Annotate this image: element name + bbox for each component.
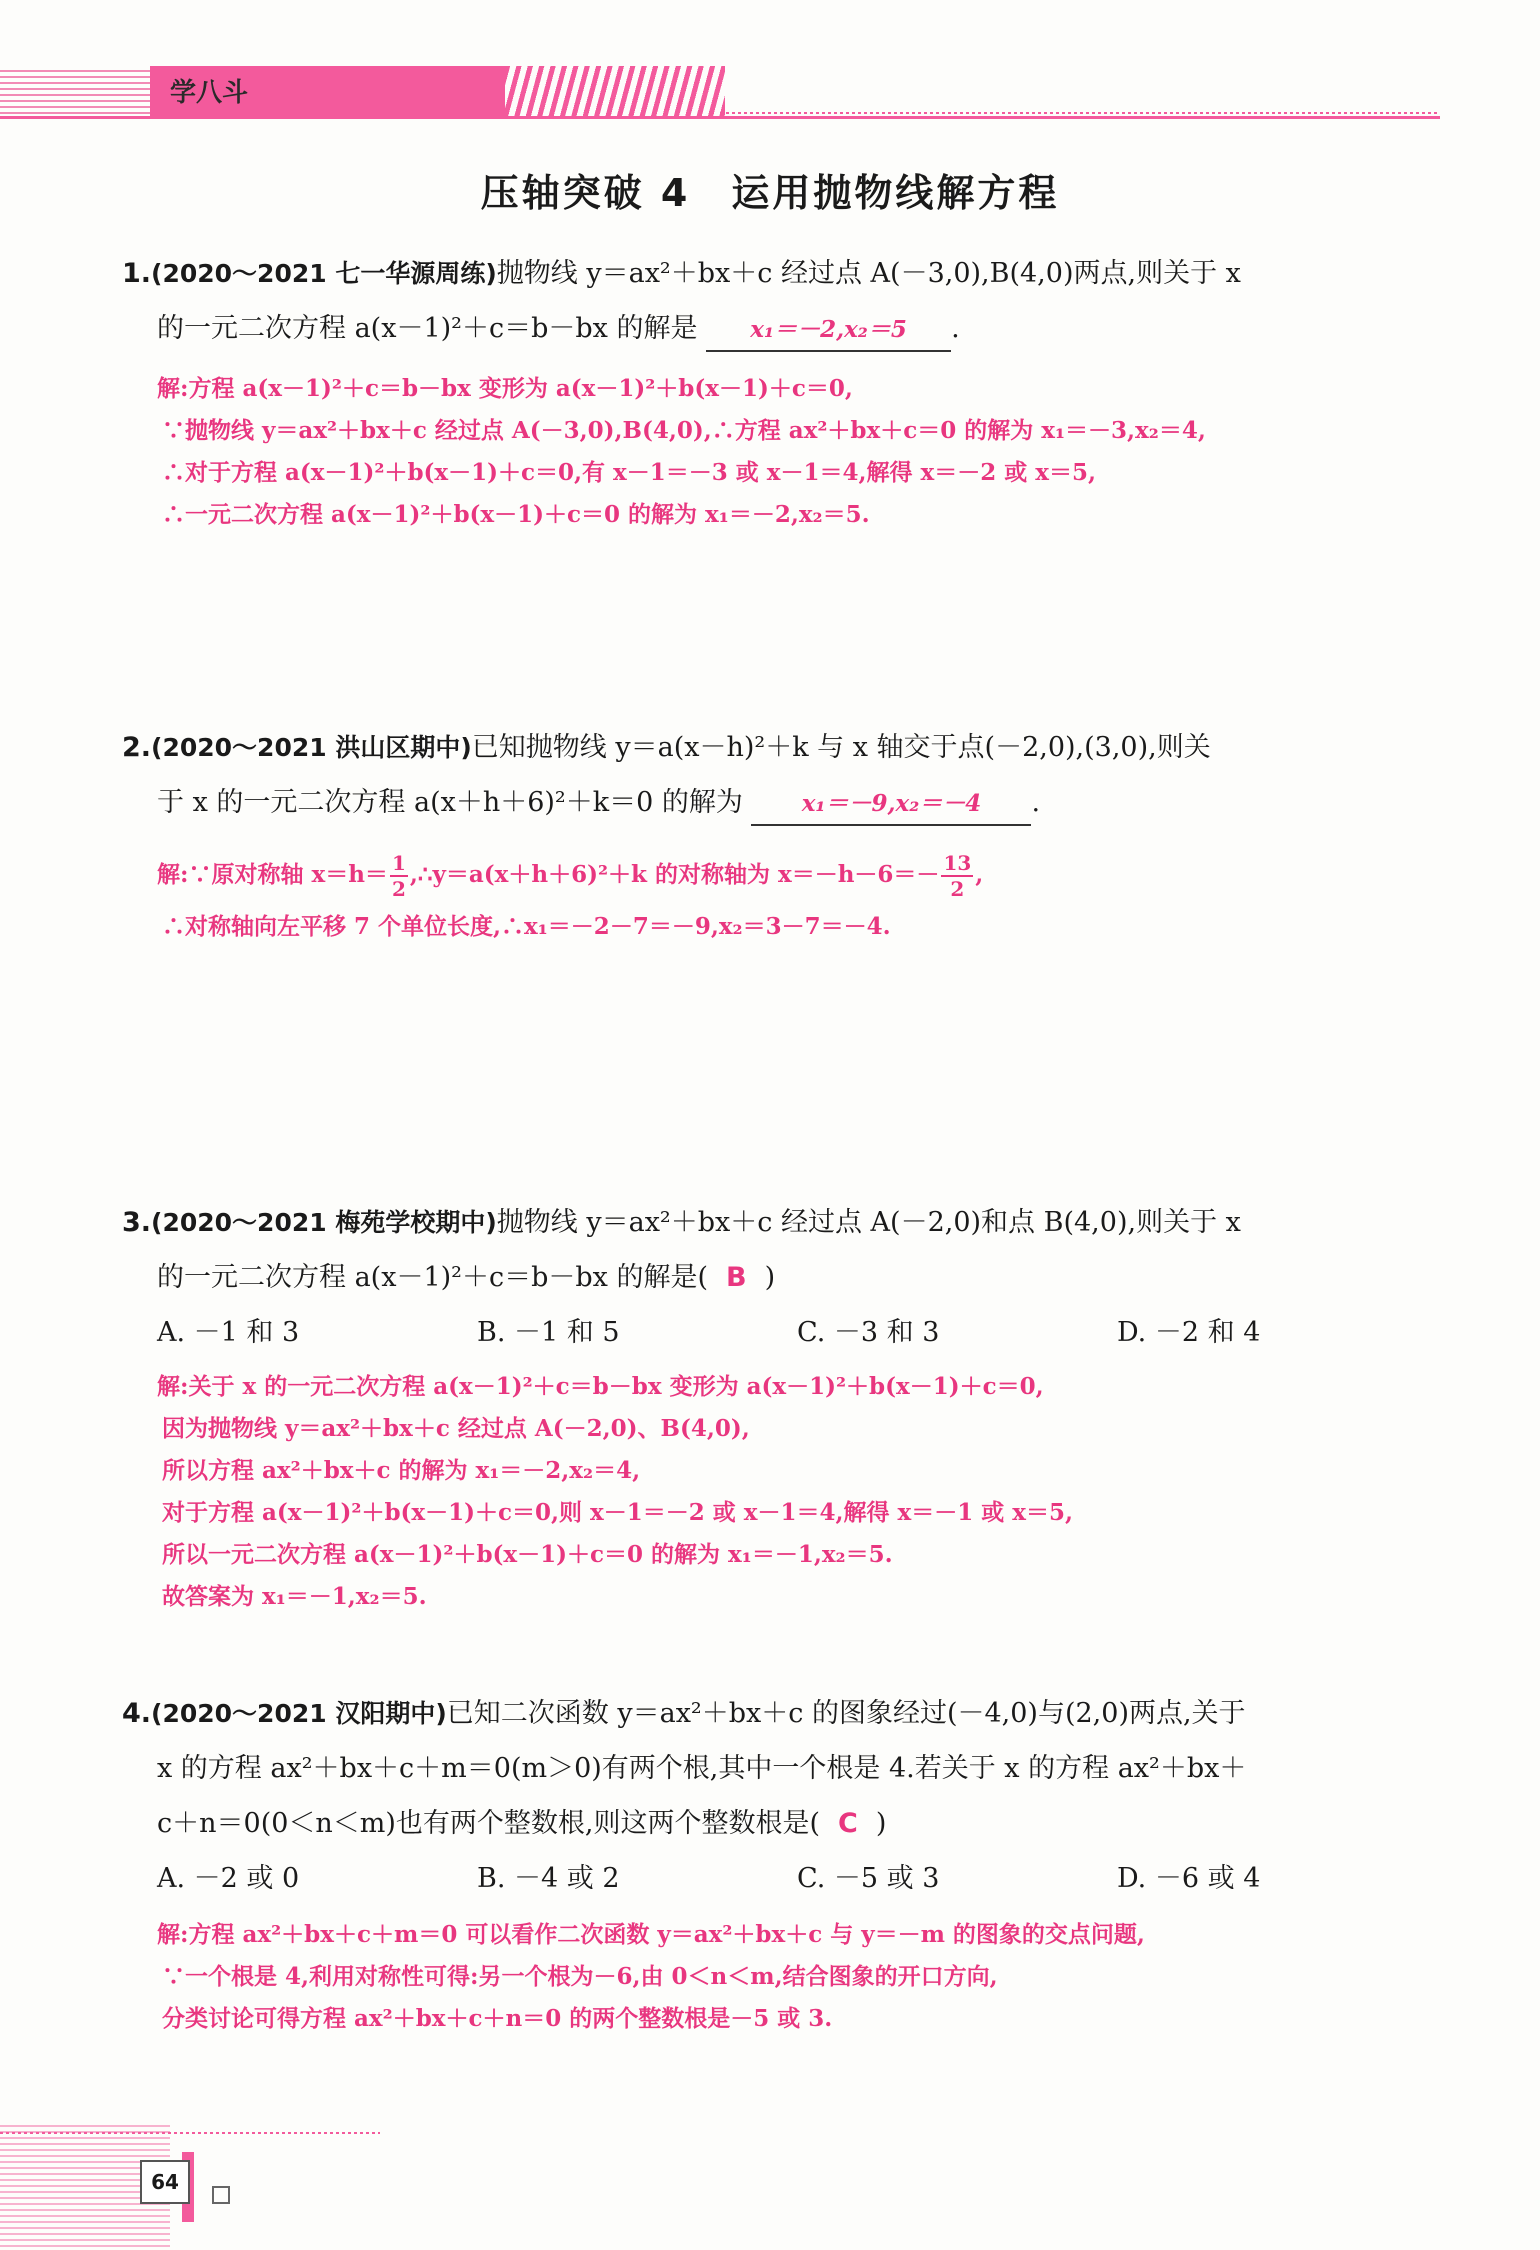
problem-text: 抛物线 y＝ax²＋bx＋c 经过点 A(－3,0),B(4,0)两点,则关于 x: [496, 258, 1241, 289]
problem-tail: ): [875, 1808, 887, 1839]
problem-2: [122, 720, 1442, 948]
problem-number: 1.: [122, 258, 152, 289]
problem-source: (2020～2021 七一华源周练): [151, 259, 497, 288]
problem-3-options: [122, 1305, 1442, 1360]
fraction-denominator: 2: [950, 877, 965, 901]
problem-source: (2020～2021 汉阳期中): [151, 1699, 447, 1728]
solution-line: 解:方程 ax²＋bx＋c＋m＝0 可以看作二次函数 y＝ax²＋bx＋c 与 y＝－m 的图象的交点问题,: [157, 1921, 1145, 1948]
option-a: A. －2 或 0: [157, 1863, 300, 1894]
fraction-denominator: 2: [391, 877, 406, 901]
problem-text: x 的方程 ax²＋bx＋c＋m＝0(m＞0)有两个根,其中一个根是 4.若关于 x 的方程 ax²＋bx＋: [157, 1753, 1247, 1784]
fraction-half: [390, 853, 408, 899]
problem-2-line-2: [122, 775, 1442, 830]
problem-3-line-2: [122, 1250, 1442, 1305]
option-d: D. －6 或 4: [1117, 1863, 1261, 1894]
header-slash-decoration: [505, 66, 725, 116]
problem-source: (2020～2021 洪山区期中): [151, 733, 472, 762]
option-c: C. －3 和 3: [797, 1317, 940, 1348]
solution-line: [122, 844, 1442, 906]
solution-text: ,∴y＝a(x＋h＋6)²＋k 的对称轴为 x＝－h－6＝－: [409, 861, 940, 888]
option-b: B. －4 或 2: [477, 1863, 620, 1894]
problem-number: 3.: [122, 1207, 152, 1238]
fraction-numerator: 13: [943, 851, 972, 875]
solution-text: ,: [975, 861, 984, 888]
header-dotted-rule: [720, 112, 1440, 114]
solution-line: 解:方程 a(x－1)²＋c＝b－bx 变形为 a(x－1)²＋b(x－1)＋c＝0,: [157, 375, 853, 402]
problem-1: [122, 246, 1442, 536]
problem-text: 已知抛物线 y＝a(x－h)²＋k 与 x 轴交于点(－2,0),(3,0),则关: [471, 732, 1211, 763]
problem-number: 4.: [122, 1698, 152, 1729]
solution-line: 因为抛物线 y＝ax²＋bx＋c 经过点 A(－2,0)、B(4,0),: [162, 1415, 750, 1442]
problem-tail: .: [951, 313, 960, 344]
choice-answer: C: [838, 1808, 858, 1839]
option-a: A. －1 和 3: [157, 1317, 300, 1348]
solution-line: 所以一元二次方程 a(x－1)²＋b(x－1)＋c＝0 的解为 x₁＝－1,x₂＝5.: [162, 1541, 893, 1568]
problem-text: 的一元二次方程 a(x－1)²＋c＝b－bx 的解是: [157, 313, 698, 344]
page-header: [0, 62, 1440, 122]
problem-4-options: [122, 1851, 1442, 1906]
solution-3: [122, 1366, 1442, 1618]
solution-line: ∴对于方程 a(x－1)²＋b(x－1)＋c＝0,有 x－1＝－3 或 x－1＝4,解得 x＝－2 或 x＝5,: [162, 459, 1096, 486]
option-c: C. －5 或 3: [797, 1863, 940, 1894]
solution-line: 对于方程 a(x－1)²＋b(x－1)＋c＝0,则 x－1＝－2 或 x－1＝4,解得 x＝－1 或 x＝5,: [162, 1499, 1073, 1526]
problem-tail: ): [764, 1262, 776, 1293]
option-b: B. －1 和 5: [477, 1317, 620, 1348]
problem-2-line-1: [122, 720, 1442, 775]
solution-2: [122, 844, 1442, 948]
page-number: 64: [140, 2160, 190, 2204]
problem-1-line-2: [122, 301, 1442, 356]
problem-3-line-1: [122, 1195, 1442, 1250]
solution-line: ∴一元二次方程 a(x－1)²＋b(x－1)＋c＝0 的解为 x₁＝－2,x₂＝5.: [162, 501, 870, 528]
choice-answer: B: [726, 1262, 747, 1293]
fraction-thirteen-halves: [941, 853, 973, 899]
problem-1-line-1: [122, 246, 1442, 301]
solution-line: ∵一个根是 4,利用对称性可得:另一个根为－6,由 0＜n＜m,结合图象的开口方向,: [162, 1963, 998, 1990]
problem-text: 的一元二次方程 a(x－1)²＋c＝b－bx 的解是(: [157, 1262, 709, 1293]
page-title: 压轴突破 4 运用抛物线解方程: [480, 171, 1060, 215]
problem-4: [122, 1686, 1442, 2040]
problem-number: 2.: [122, 732, 152, 763]
solution-line: 分类讨论可得方程 ax²＋bx＋c＋n＝0 的两个整数根是－5 或 3.: [162, 2005, 833, 2032]
solution-line: 解:关于 x 的一元二次方程 a(x－1)²＋c＝b－bx 变形为 a(x－1)²＋b(x－1)＋c＝0,: [157, 1373, 1044, 1400]
option-d: D. －2 和 4: [1117, 1317, 1261, 1348]
header-title: 学八斗: [170, 78, 249, 108]
problem-3: [122, 1195, 1442, 1618]
solution-4: [122, 1914, 1442, 2040]
fraction-numerator: 1: [391, 851, 406, 875]
solution-1: [122, 368, 1442, 536]
answer-blank: x₁＝－2,x₂＝5: [706, 310, 951, 352]
footer-square-icon: [212, 2186, 230, 2204]
solution-line: 所以方程 ax²＋bx＋c 的解为 x₁＝－2,x₂＝4,: [162, 1457, 641, 1484]
problem-source: (2020～2021 梅苑学校期中): [151, 1208, 497, 1237]
problem-4-line-1: [122, 1686, 1442, 1741]
solution-line: ∴对称轴向左平移 7 个单位长度,∴x₁＝－2－7＝－9,x₂＝3－7＝－4.: [162, 913, 891, 940]
solution-line: 故答案为 x₁＝－1,x₂＝5.: [162, 1583, 427, 1610]
problem-text: 已知二次函数 y＝ax²＋bx＋c 的图象经过(－4,0)与(2,0)两点,关于: [446, 1698, 1246, 1729]
header-stripes-decoration: [0, 70, 150, 116]
footer-dotted-rule: [0, 2132, 380, 2134]
solution-text: 解:∵原对称轴 x＝h＝: [157, 861, 388, 888]
header-rule: [0, 116, 1440, 119]
problem-text: c＋n＝0(0＜n＜m)也有两个整数根,则这两个整数根是(: [157, 1808, 821, 1839]
problem-text: 抛物线 y＝ax²＋bx＋c 经过点 A(－2,0)和点 B(4,0),则关于 x: [496, 1207, 1241, 1238]
answer-blank: x₁＝－9,x₂＝－4: [751, 784, 1031, 826]
solution-line: ∵抛物线 y＝ax²＋bx＋c 经过点 A(－3,0),B(4,0),∴方程 ax²＋bx＋c＝0 的解为 x₁＝－3,x₂＝4,: [162, 417, 1206, 444]
problem-text: 于 x 的一元二次方程 a(x＋h＋6)²＋k＝0 的解为: [157, 787, 743, 818]
problem-tail: .: [1031, 787, 1041, 818]
problem-4-line-3: [122, 1796, 1442, 1851]
problem-4-line-2: [122, 1741, 1442, 1796]
